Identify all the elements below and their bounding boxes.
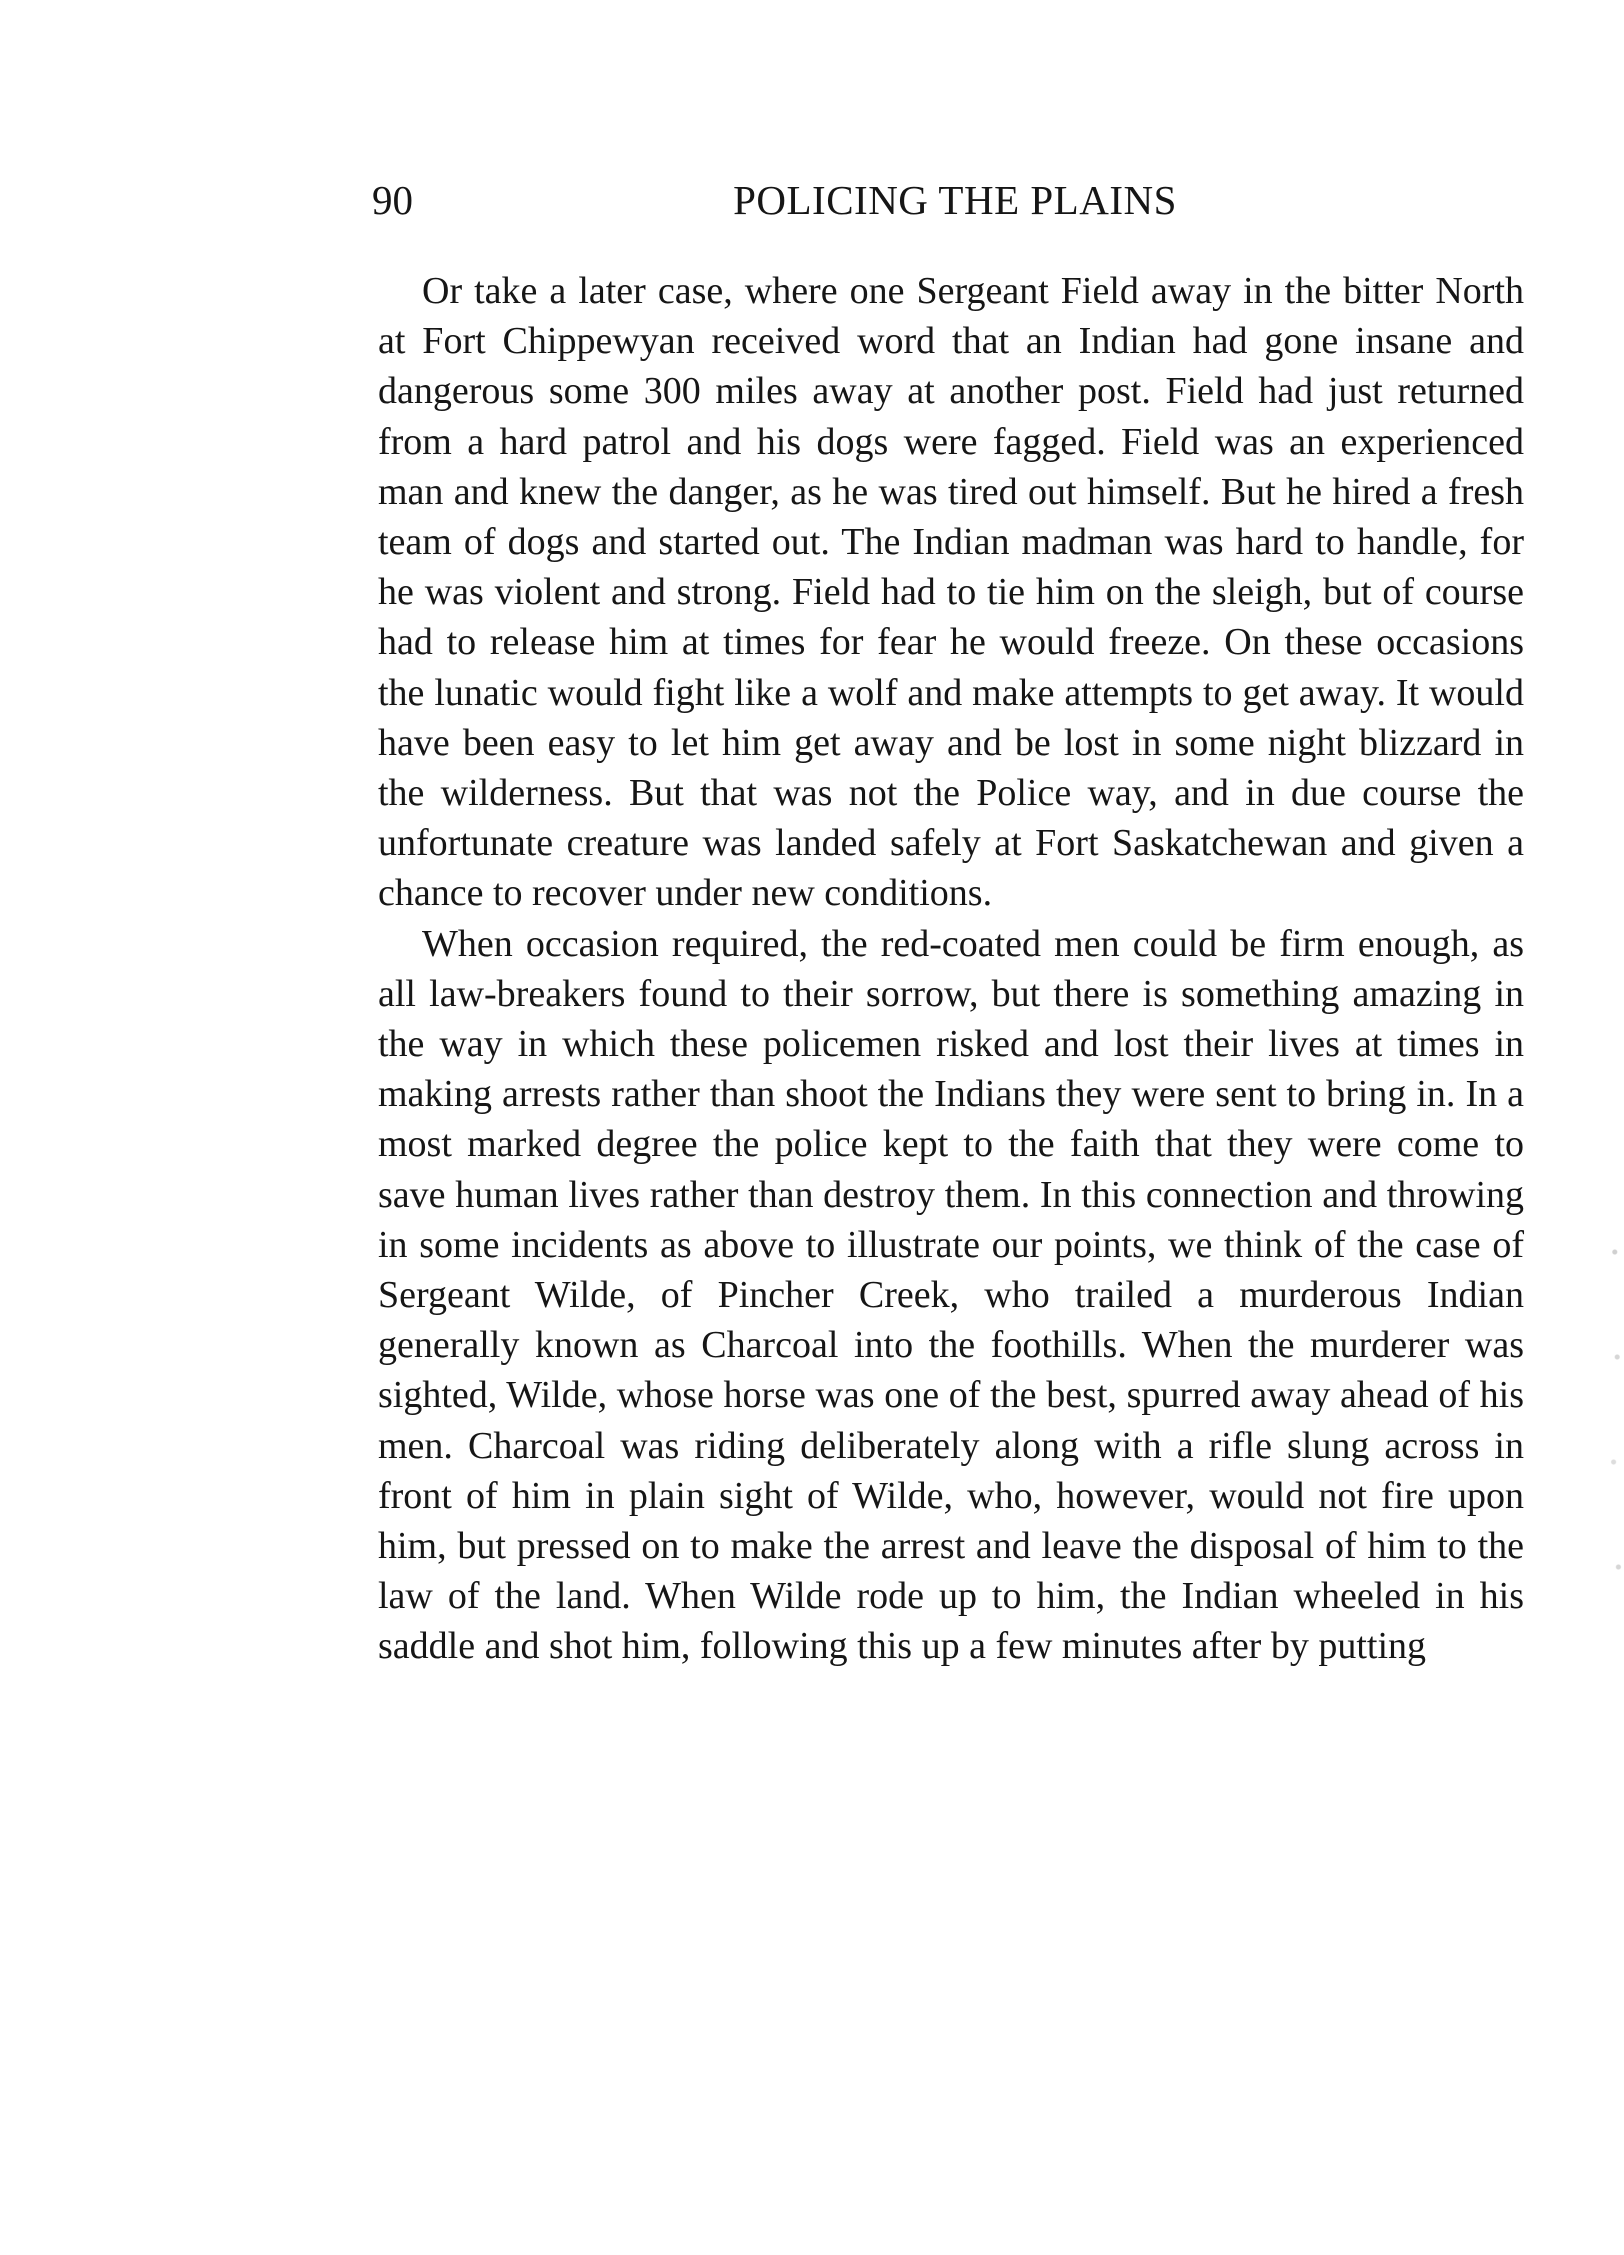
running-head (372, 170, 1502, 230)
running-title: POLICING THE PLAINS (733, 177, 1177, 223)
page-number: 90 (372, 177, 413, 223)
paragraph-1: Or take a later case, where one Sergeant Field away in the bitter North at Fort Chippewyan received word that an Indian had gone insane and dangerous some 300 miles away at another post. Field had just returned from a hard patrol and his dogs were fagged. Field was an experienced man and knew the danger, as he was tired out himself. But he hired a fresh team of dogs and started out. The Indian madman was hard to handle, for he was violent and strong. Field had to tie him on the sleigh, but of course had to release him at times for fear he would freeze. On these occasions the lunatic would fight like a wolf and make attempts to get away. It would have been easy to let him get away and be lost in some night blizzard in the wilderness. But that was not the Police way, and in due course the unfortunate creature was landed safely at Fort Saskatchewan and given a chance to recover under new conditions. (378, 270, 1524, 915)
scan-margin-specks (1610, 1210, 1622, 1630)
paragraph-2: When occasion required, the red-coated men could be firm enough, as all law-breakers found to their sorrow, but there is something amazing in the way in which these policemen risked and lost their lives at times in making arrests rather than shoot the Indians they were sent to bring in. In a most marked degree the police kept to the faith that they were come to save human lives rather than destroy them. In this connection and throwing in some incidents as above to illustrate our points, we think of the case of Sergeant Wilde, of Pincher Creek, who trailed a murderous Indian generally known as Charcoal into the foothills. When the murderer was sighted, Wilde, whose horse was one of the best, spurred away ahead of his men. Charcoal was riding deliberately along with a rifle slung across in front of him in plain sight of Wilde, who, however, would not fire upon him, but pressed on to make the arrest and leave the disposal of him to the law of the land. When Wilde rode up to him, the Indian wheeled in his saddle and shot him, following this up a few minutes after by putting (378, 922, 1524, 1668)
body-text (378, 266, 1524, 1672)
